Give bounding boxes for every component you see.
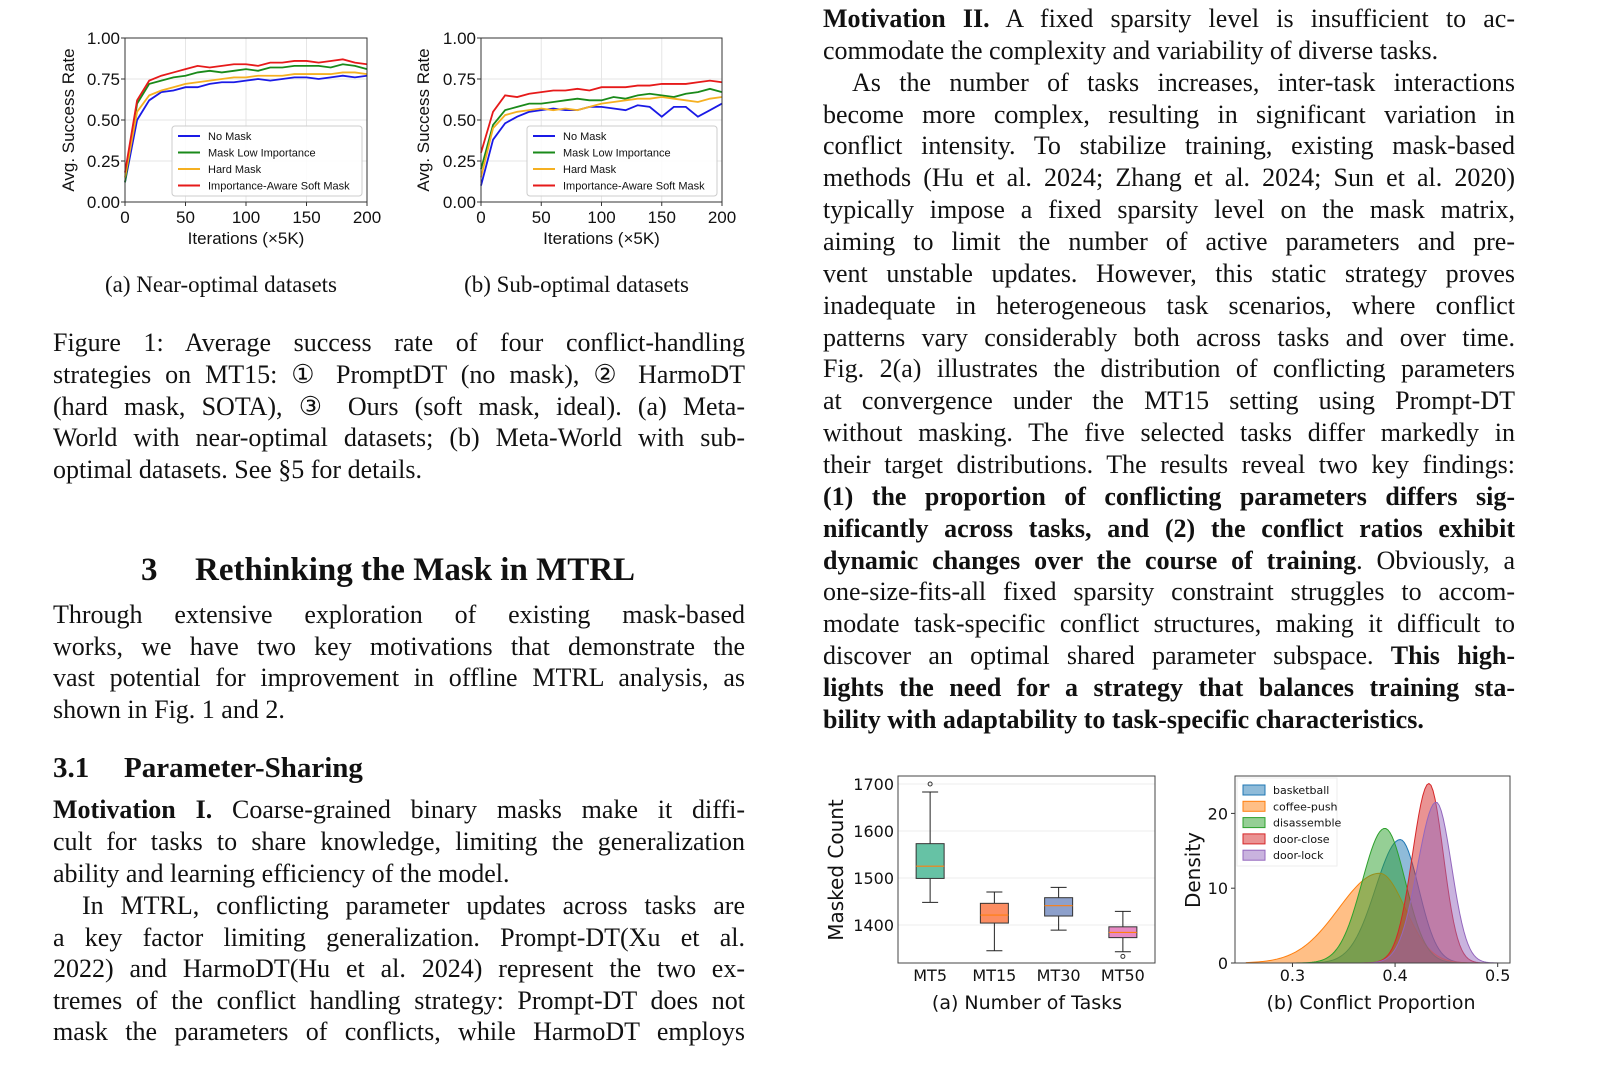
y-tick-label: 20: [1207, 804, 1228, 824]
y-axis-label: Density: [1181, 831, 1205, 909]
motivation-1-line: [53, 794, 745, 826]
motivation-2-line: [823, 3, 1515, 35]
bold-text-segment: (1) the proportion of conflicting parameters differs sig-: [823, 481, 1515, 511]
legend-label: door-lock: [1273, 849, 1324, 863]
sparsity-paragraph-line: [823, 608, 1515, 640]
text-segment: at convergence under the MT15 setting using Prompt-DT: [823, 386, 1515, 416]
figure-1-caption-line: [53, 454, 745, 486]
motivation-1-line: [53, 826, 745, 858]
sparsity-paragraph-line: [823, 322, 1515, 354]
text-segment: cult for tasks to share knowledge, limiting the generalization: [53, 827, 745, 856]
figure-1-caption-line: [53, 327, 745, 359]
sparsity-paragraph-line: [823, 672, 1515, 704]
legend-swatch: [1243, 801, 1265, 811]
text-segment: modate task-specific conflict structures, making it difficult to: [823, 609, 1515, 639]
x-tick-label: 0: [476, 208, 486, 227]
sparsity-paragraph-line: [823, 290, 1515, 322]
x-axis-label: Iterations (×5K): [187, 229, 305, 248]
text-segment: become more complex, resulting in significant variation in: [823, 99, 1515, 129]
section-number: 3: [141, 552, 158, 588]
sparsity-paragraph-line: [823, 258, 1515, 290]
box-mt15: [980, 903, 1008, 923]
bold-text-segment: Motivation I.: [53, 795, 213, 824]
legend-label: Hard Mask: [563, 164, 617, 176]
legend-label: coffee-push: [1273, 800, 1338, 814]
y-tick-label: 1.00: [86, 29, 120, 48]
x-tick-label: 200: [707, 208, 737, 227]
legend-label: Mask Low Importance: [208, 147, 316, 160]
y-tick-label: 10: [1207, 879, 1228, 899]
text-segment: strategies on MT15: ① PromptDT (no mask), ② HarmoDT: [53, 359, 745, 389]
motivation-1-line: [53, 858, 745, 890]
figure-1-caption-line: [53, 391, 745, 423]
legend-label: Importance-Aware Soft Mask: [563, 180, 705, 193]
x-tick-label: 150: [647, 208, 676, 227]
mtrl-paragraph-line: [53, 953, 745, 985]
sparsity-paragraph-line: [823, 99, 1515, 131]
bold-text-segment: Motivation II.: [823, 4, 990, 33]
subsection-number: 3.1: [53, 752, 90, 784]
x-tick-label: 0: [120, 208, 130, 227]
bold-text-segment: nificantly across tasks, and (2) the conflict ratios exhibit: [823, 513, 1515, 543]
sparsity-paragraph-line: [823, 513, 1515, 545]
text-segment: ability and learning efficiency of the model.: [53, 859, 510, 888]
outlier-point: [1121, 954, 1125, 958]
box-mt5: [916, 844, 944, 879]
intro-paragraph-line: [53, 694, 745, 726]
sparsity-paragraph-line: [823, 385, 1515, 417]
legend-swatch: [1243, 818, 1265, 828]
subfigure-caption: (a) Number of Tasks: [931, 992, 1123, 1014]
y-tick-label: 0.00: [86, 193, 120, 212]
bold-text-segment: dynamic changes over the course of training: [823, 545, 1357, 575]
y-tick-label: 1600: [853, 821, 894, 841]
legend-label: Hard Mask: [208, 164, 262, 176]
text-segment: their target distributions. The results reveal two key findings:: [823, 450, 1515, 480]
text-segment: vent unstable updates. However, this static strategy proves: [823, 258, 1515, 288]
y-tick-label: 0.75: [86, 70, 120, 89]
subfigure-caption: (b) Conflict Proportion: [1266, 992, 1476, 1014]
x-tick-label: 50: [176, 208, 195, 227]
legend-label: door-close: [1273, 832, 1330, 846]
legend-label: Mask Low Importance: [563, 147, 671, 160]
text-segment: Through extensive exploration of existing mask-based: [53, 600, 745, 629]
sparsity-paragraph-line: [823, 194, 1515, 226]
sparsity-paragraph-line: [823, 449, 1515, 481]
text-segment: optimal datasets. See §5 for details.: [53, 455, 422, 484]
subfigure-caption: (b) Sub-optimal datasets: [464, 272, 689, 297]
success-rate-chart: [414, 29, 736, 297]
sparsity-paragraph-line: [823, 417, 1515, 449]
text-segment: 2022) and HarmoDT(Hu et al. 2024) represent the two ex-: [53, 954, 745, 984]
y-axis-label: Masked Count: [824, 799, 848, 941]
x-tick-label: MT5: [913, 966, 948, 985]
y-tick-label: 1400: [853, 915, 894, 935]
sparsity-paragraph-line: [823, 576, 1515, 608]
figure-1-caption-line: [53, 359, 745, 391]
box-mt30: [1045, 898, 1073, 916]
legend-label: No Mask: [208, 131, 252, 143]
text-segment: typically impose a fixed sparsity level on the mask matrix,: [823, 195, 1515, 225]
legend-label: basketball: [1273, 784, 1330, 797]
text-segment: conflict intensity. To stabilize training, existing mask-based: [823, 131, 1515, 161]
x-tick-label: MT30: [1036, 966, 1081, 985]
y-tick-label: 0.25: [86, 152, 120, 171]
text-segment: discover an optimal shared parameter subspace.: [823, 641, 1391, 671]
y-tick-label: 1700: [853, 774, 894, 794]
x-tick-label: MT15: [972, 966, 1017, 985]
mtrl-paragraph-line: [53, 922, 745, 954]
sparsity-paragraph-line: [823, 640, 1515, 672]
x-tick-label: MT50: [1100, 966, 1145, 985]
x-tick-label: 200: [352, 208, 382, 227]
legend-swatch: [1243, 834, 1265, 844]
sparsity-paragraph-line: [823, 704, 1515, 736]
legend-label: disassemble: [1273, 816, 1342, 830]
mtrl-paragraph-line: [82, 890, 745, 922]
masked-count-boxplot: [824, 775, 1155, 1014]
bold-text-segment: This high-: [1390, 641, 1515, 671]
x-tick-label: 100: [231, 208, 261, 227]
y-axis-label: Avg. Success Rate: [414, 48, 433, 192]
text-segment: As the number of tasks increases, inter-task interactions: [852, 67, 1515, 97]
intro-paragraph-line: [53, 599, 745, 631]
x-tick-label: 0.4: [1382, 966, 1408, 985]
conflict-density-chart: [1181, 776, 1510, 1014]
y-tick-label: 1500: [853, 868, 894, 888]
mtrl-paragraph-line: [53, 985, 745, 1017]
text-segment: (hard mask, SOTA), ③ Ours (soft mask, ideal). (a) Meta-: [53, 391, 745, 421]
sparsity-paragraph-line: [852, 67, 1515, 99]
x-tick-label: 0.3: [1279, 966, 1306, 985]
y-tick-label: 0.00: [442, 193, 476, 212]
sparsity-paragraph-line: [823, 130, 1515, 162]
text-segment: inadequate in heterogeneous task scenarios, where conflict: [823, 290, 1515, 320]
bold-text-segment: lights the need for a strategy that balances training sta-: [823, 673, 1515, 703]
text-segment: In MTRL, conflicting parameter updates across tasks are: [82, 891, 745, 920]
mtrl-paragraph-line: [53, 1016, 745, 1048]
text-segment: one-size-fits-all fixed sparsity constraint struggles to accom-: [823, 577, 1515, 607]
text-segment: methods (Hu et al. 2024; Zhang et al. 2024; Sun et al. 2020): [823, 163, 1515, 193]
x-tick-label: 0.5: [1484, 966, 1511, 985]
y-tick-label: 1.00: [442, 29, 476, 48]
y-axis-label: Avg. Success Rate: [59, 48, 78, 192]
x-tick-label: 100: [587, 208, 616, 227]
subfigure-caption: (a) Near-optimal datasets: [105, 272, 337, 297]
intro-paragraph-line: [53, 631, 745, 663]
text-segment: works, we have two key motivations that demonstrate the: [53, 631, 745, 661]
y-tick-label: 0.50: [442, 111, 476, 130]
text-segment: Fig. 2(a) illustrates the distribution of conflicting parameters: [823, 354, 1515, 384]
legend-label: Importance-Aware Soft Mask: [208, 180, 350, 193]
x-axis-label: Iterations (×5K): [543, 229, 660, 248]
bold-text-segment: bility with adaptability to task-specific characteristics.: [823, 704, 1424, 734]
text-segment: aiming to limit the number of active parameters and pre-: [823, 227, 1515, 256]
intro-paragraph-line: [53, 662, 745, 694]
text-segment: A fixed sparsity level is insufficient to ac-: [989, 4, 1516, 33]
sparsity-paragraph-line: [823, 545, 1515, 577]
text-segment: . Obviously, a: [1356, 545, 1515, 575]
sparsity-paragraph-line: [823, 353, 1515, 385]
subsection-title: Parameter-Sharing: [124, 752, 363, 784]
success-rate-chart: [59, 29, 381, 297]
text-segment: World with near-optimal datasets; (b) Meta-World with sub-: [53, 423, 745, 453]
legend-swatch: [1243, 850, 1265, 860]
text-segment: Figure 1: Average success rate of four conflict-handling: [53, 328, 745, 357]
y-tick-label: 0.50: [86, 111, 120, 130]
text-segment: Coarse-grained binary masks make it diffi-: [212, 795, 745, 824]
text-segment: mask the parameters of conflicts, while HarmoDT employs: [53, 1017, 745, 1047]
legend-label: No Mask: [563, 131, 607, 143]
sparsity-paragraph-line: [823, 481, 1515, 513]
figure-1-caption-line: [53, 422, 745, 454]
y-tick-label: 0: [1217, 954, 1228, 973]
y-tick-label: 0.25: [442, 152, 476, 171]
text-segment: vast potential for improvement in offline MTRL analysis, as: [53, 663, 745, 693]
text-segment: a key factor limiting generalization. Prompt-DT(Xu et al.: [53, 922, 745, 952]
text-segment: tremes of the conflict handling strategy: Prompt-DT does not: [53, 985, 745, 1015]
text-segment: commodate the complexity and variability of diverse tasks.: [823, 35, 1439, 65]
x-tick-label: 50: [531, 208, 551, 227]
text-segment: without masking. The five selected tasks differ markedly in: [823, 418, 1515, 448]
motivation-2-line: [823, 35, 1515, 67]
section-title: Rethinking the Mask in MTRL: [195, 552, 636, 588]
text-segment: patterns vary considerably both across tasks and over time.: [823, 322, 1515, 352]
sparsity-paragraph-line: [823, 162, 1515, 194]
sparsity-paragraph-line: [823, 226, 1515, 258]
legend-swatch: [1243, 785, 1265, 795]
x-tick-label: 150: [292, 208, 321, 227]
y-tick-label: 0.75: [442, 70, 476, 89]
text-segment: shown in Fig. 1 and 2.: [53, 695, 285, 725]
